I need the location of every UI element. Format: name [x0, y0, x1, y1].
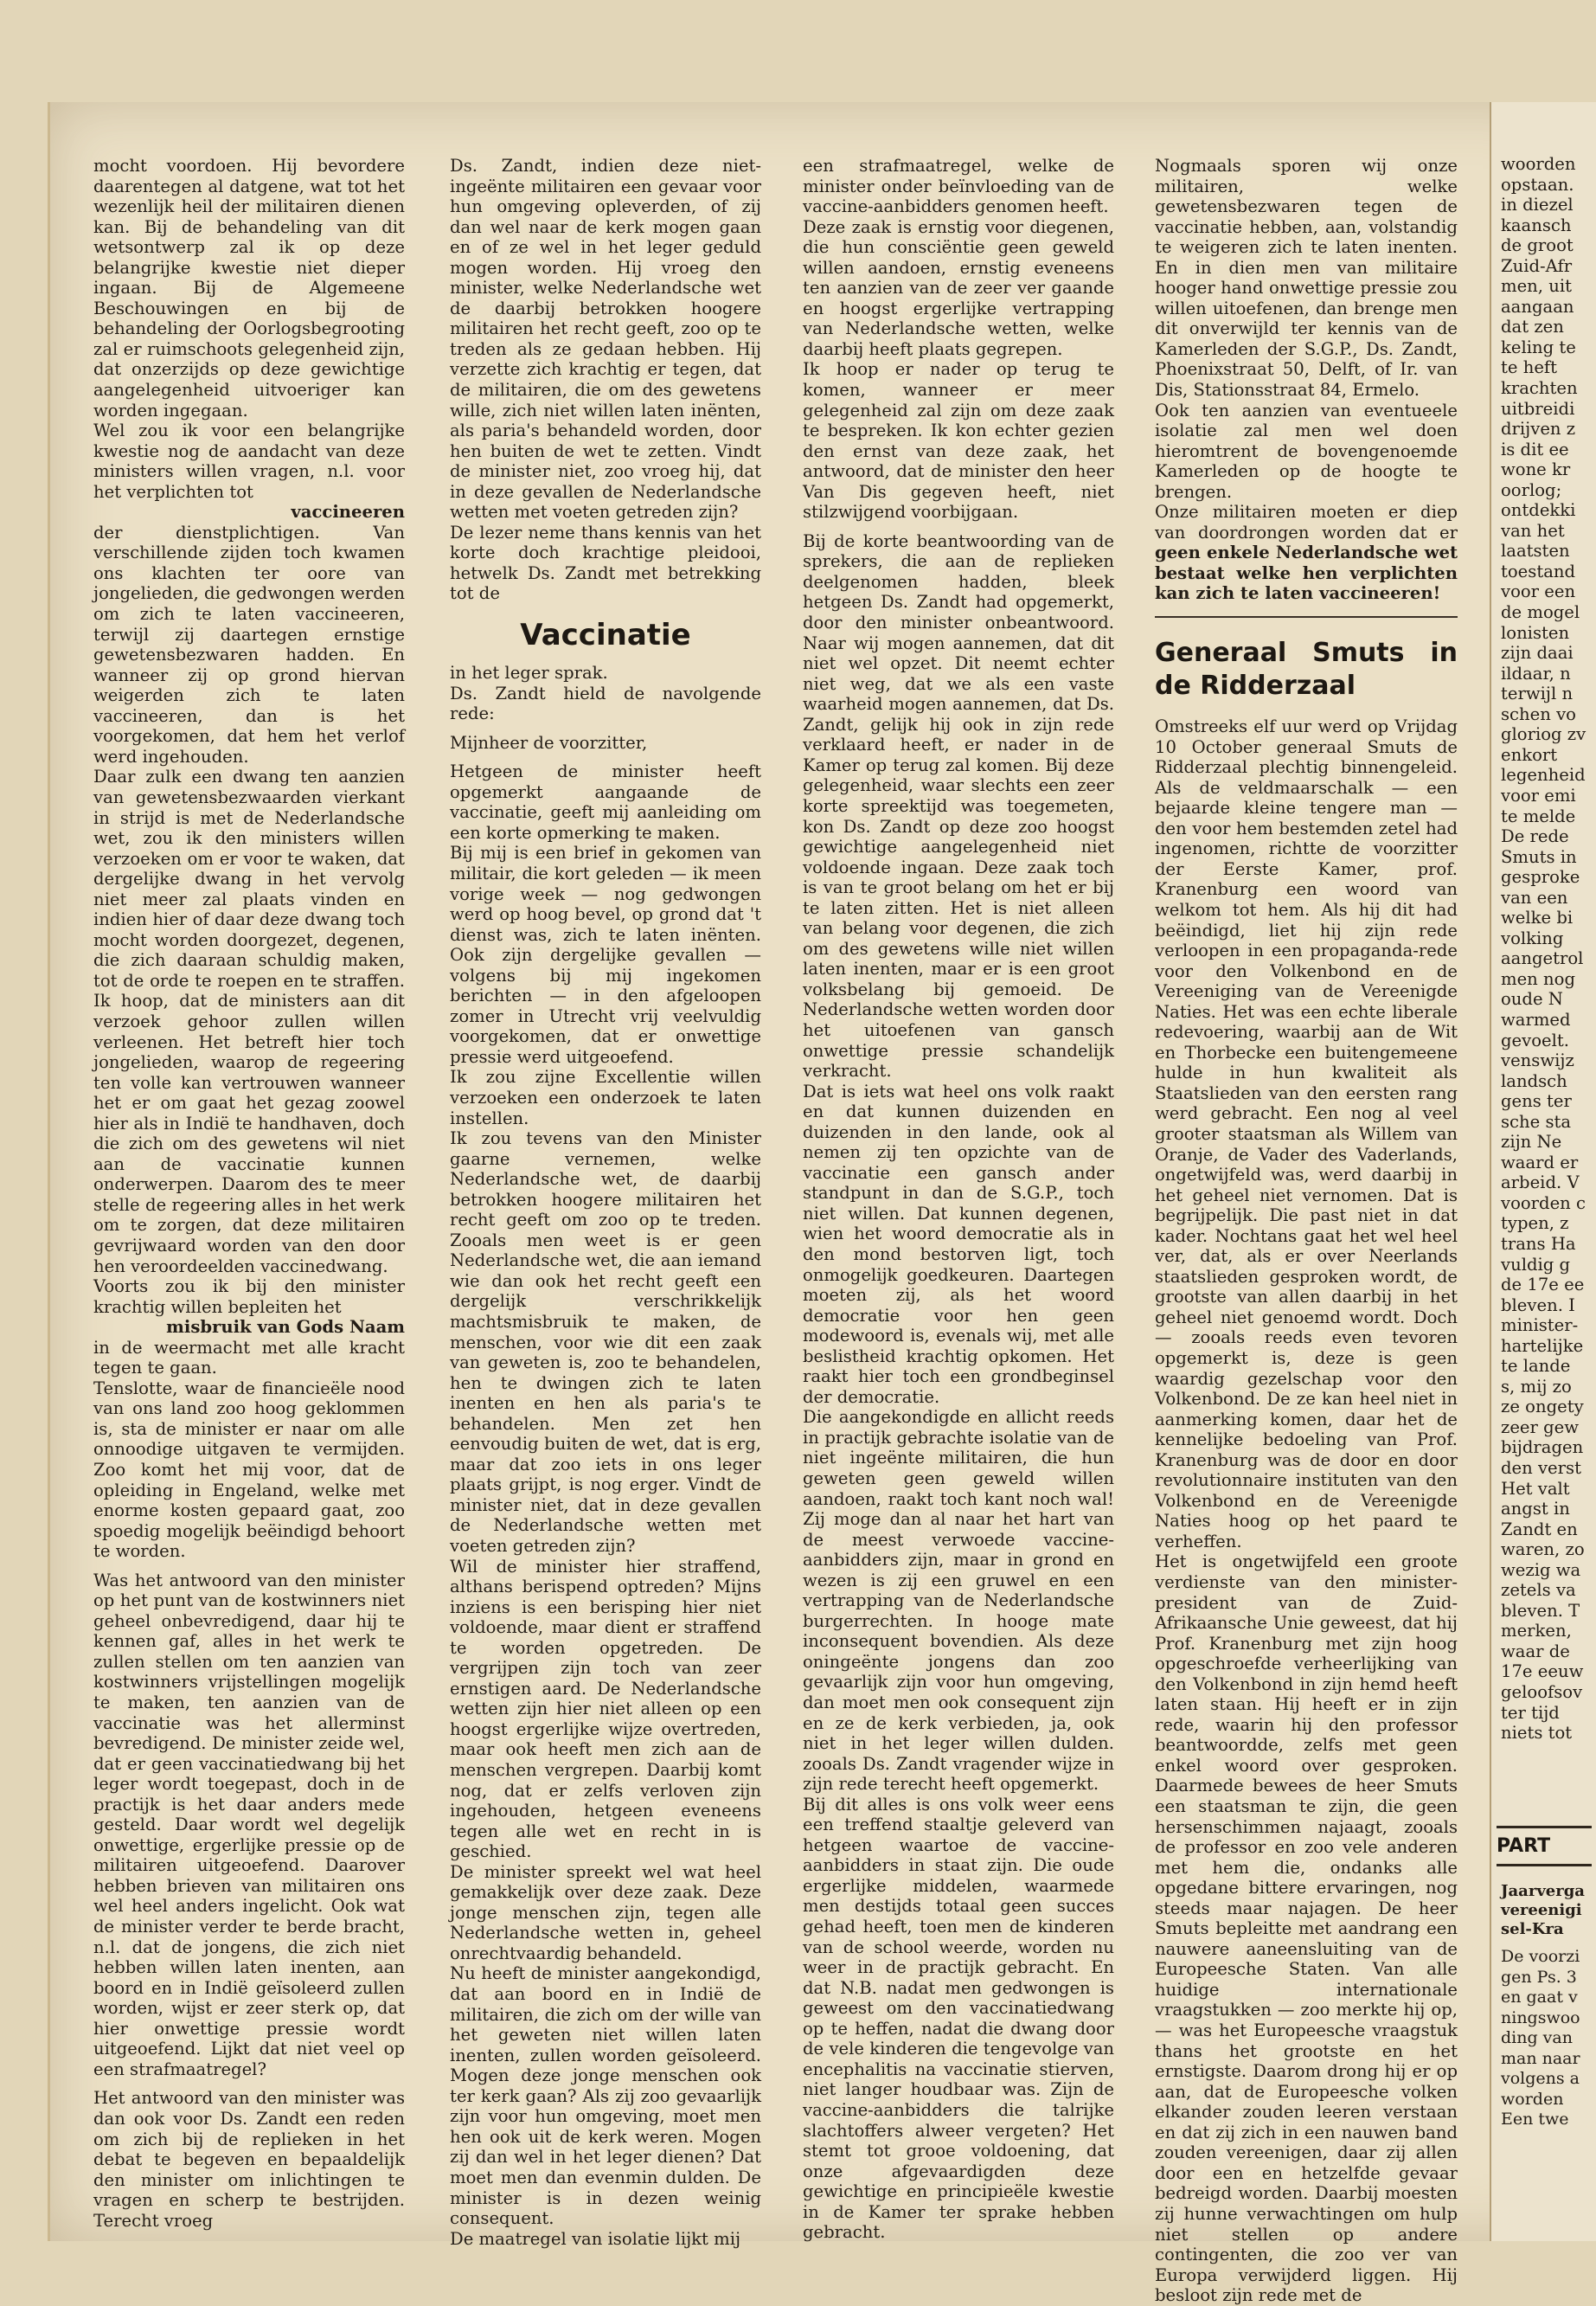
- paragraph: Ds. Zandt, indien deze niet-ingeënte militairen een gevaar voor hun omgeving opleverden, of zij dan wel naar de kerk mogen gaan en of ze wel in het leger geduld mogen worden. Hij vroeg den minister, welke Nederlandsche wet de daarbij betrokken hoogere militairen het recht geeft, zoo op te treden als ze gedaan hebben. Hij verzette zich krachtig er tegen, dat de militairen, die om des gewetens wille, zich niet willen laten inënten, als paria's behandeld worden, door hen buiten de wet te zetten. Vindt de minister niet, zoo vroeg hij, dat in deze gevallen de Nederlandsche wetten met voeten getreden zijn?: [450, 156, 761, 523]
- fragment-line: Smuts in: [1501, 846, 1577, 867]
- fragment-line: gens ter: [1501, 1091, 1572, 1112]
- paragraph: [1155, 502, 1458, 604]
- fragment-line: Het valt: [1501, 1478, 1570, 1499]
- fragment-line: bijdragen: [1501, 1437, 1584, 1458]
- fragment-line: waard er: [1501, 1152, 1579, 1172]
- fragment-line: Zandt en: [1501, 1519, 1578, 1539]
- fragment-line: de 17e ee: [1501, 1275, 1585, 1295]
- fragment-line: oude N: [1501, 989, 1563, 1010]
- fragment-line: ding van: [1501, 2028, 1573, 2047]
- fragment-line: ningswoo: [1501, 2007, 1580, 2027]
- fragment-line: uitbreidi: [1501, 398, 1575, 419]
- paragraph: Ik zou tevens van den Minister gaarne vernemen, welke Nederlandsche wet, de daarbij betrokken hoogere militairen het recht geeft om zoo op te treden. Zooals men weet is er geen Nederlandsche wet, die aan iemand wie dan ook het recht geeft een dergelijk verschrikkelijk machtsmisbruik te maken, de menschen, voor wie dit een zaak van geweten is, zoo te behandelen, hen te dwingen zich te laten inenten en hen als paria's te behandelen. Men zet hen eenvoudig buiten de wet, dat is erg, maar dat zoo iets in ons leger plaats grijpt, is nog erger. Vindt de minister niet, dat in deze gevallen de Nederlandsche wetten met voeten getreden zijn?: [450, 1128, 761, 1556]
- fragment-line: ter tijd: [1501, 1702, 1560, 1723]
- fragment-line: legenheid: [1501, 765, 1586, 786]
- column-1: [93, 156, 405, 2231]
- fragment-line: schen vo: [1501, 703, 1576, 724]
- fragment-line: van het: [1501, 520, 1565, 541]
- fragment-line: wezig wa: [1501, 1559, 1581, 1580]
- fragment-line: voorden c: [1501, 1192, 1586, 1213]
- fragment-line: ontdekki: [1501, 500, 1576, 521]
- fragment-line: van een: [1501, 887, 1568, 908]
- fragment-line: welke bi: [1501, 908, 1574, 928]
- fragment-line: gevoelt.: [1501, 1030, 1569, 1050]
- fragment-line: zeer gew: [1501, 1416, 1580, 1437]
- fragment-line: keling te: [1501, 337, 1576, 357]
- fragment-line: Zuid-Afr: [1501, 255, 1573, 276]
- fragment-line: woorden: [1501, 154, 1576, 174]
- headline-vaccinatie: Vaccinatie: [520, 618, 691, 653]
- fragment-line: toestand: [1501, 561, 1576, 581]
- fragment-line: terwijl n: [1501, 684, 1574, 704]
- fragment-line: wone kr: [1501, 459, 1571, 480]
- paragraph: Was het antwoord van den minister op het punt van de kostwinners niet geheel onbevredigend, daar hij te kennen gaf, alles in het werk te zullen stellen om ten aanzien van kostwinners vrijstellingen mogelijk te maken, ten aanzien van de vaccinatie was het allerminst bevredigend. De minister zeide wel, dat er geen vaccinatiedwang bij het leger wordt toegepast, doch in de practijk is het daar anders mede gesteld. Daar wordt wel degelijk onwettige, ergerlijke pressie op de militairen uitgeoefend. Daarover hebben brieven van militairen ons wel heel anders ingelicht. Ook wat de minister verder te berde bracht, n.l. dat de jongens, die zich niet hebben willen laten inenten, aan boord en in Indië geïsoleerd zullen worden, wijst er zeer sterk op, dat hier onwettige pressie wordt uitgeoefend. Lijkt dat niet veel op een strafmaatregel?: [93, 1570, 405, 2079]
- fragment-line: venswijz: [1501, 1050, 1574, 1071]
- fragment-line: volking: [1501, 928, 1564, 948]
- paragraph: een strafmaatregel, welke de minister onder beïnvloeding van de vaccine-aanbidders genomen heeft.: [803, 156, 1114, 217]
- fragment-line: de groot: [1501, 235, 1574, 256]
- fragment-line: te melde: [1501, 806, 1576, 826]
- paragraph: Ook ten aanzien van eventueele isolatie zal men wel doen hieromtrent de bovengenoemde Kamerleden op de hoogte te brengen.: [1155, 400, 1458, 502]
- fragment-line: vuldig g: [1501, 1254, 1571, 1275]
- fragment-line: bleven. T: [1501, 1600, 1580, 1621]
- column-3: [803, 156, 1114, 2243]
- paragraph: Het antwoord van den minister was dan ook voor Ds. Zandt een reden om zich bij de replieken in het debat te begeven en bepaaldelijk den minister om inlichtingen te vragen en scherp te bestrijden. Terecht vroeg: [93, 2088, 405, 2231]
- headline-generaal-smuts: Generaal Smuts in de Ridderzaal: [1155, 638, 1458, 702]
- fragment-line: typen, z: [1501, 1213, 1569, 1234]
- fragment-line: gen Ps. 3: [1501, 1967, 1577, 1987]
- fragment-line: drijven z: [1501, 419, 1576, 440]
- fragment-line: volgens a: [1501, 2069, 1580, 2088]
- adjacent-page-fragments: [1501, 154, 1587, 1744]
- fragment-line: aangaan: [1501, 296, 1574, 317]
- fragment-line: gloriog zv: [1501, 724, 1586, 745]
- paragraph: Hetgeen de minister heeft opgemerkt aangaande de vaccinatie, geeft mij aanleiding om een korte opmerking te maken.: [450, 761, 761, 843]
- adjacent-section-header: PART: [1497, 1826, 1592, 1866]
- fragment-line: opstaan.: [1501, 174, 1574, 195]
- paragraph: De maatregel van isolatie lijkt mij: [450, 2228, 741, 2249]
- paragraph: Wil de minister hier straffend, althans berispend optreden? Mijns inziens is een berisping hier niet voldoende, maar dient er straffend te worden opgetreden. De vergrijpen zijn toch van zeer ernstigen aard. De Nederlandsche wetten zijn hier niet alleen op een hoogst ergerlijke wijze overtreden, maar ook heeft men zich aan de menschen vergrepen. Daarbij komt nog, dat er zelfs verloven zijn ingehouden, hetgeen eveneens tegen alle wet en recht in is geschied.: [450, 1556, 761, 1862]
- fragment-line: niets tot: [1501, 1723, 1573, 1744]
- paragraph: Nogmaals sporen wij onze militairen, welke gewetensbezwaren tegen de vaccinatie hebben, aan, volstandig te weigeren zich te laten inenten. En in dien men van militaire hooger hand onwettige pressie zou willen uitoefenen, dan brenge men dit onverwijld ter kennis van de Kamerleden der S.G.P., Ds. Zandt, Phoenixstraat 50, Delft, of Ir. van Dis, Stationsstraat 84, Ermelo.: [1155, 156, 1458, 401]
- fragment-line: bleven. I: [1501, 1294, 1575, 1315]
- divider: [1155, 616, 1458, 618]
- fragment-line: ze ongety: [1501, 1397, 1584, 1417]
- fragment-line: worden: [1501, 2089, 1564, 2109]
- fragment-line: zetels va: [1501, 1580, 1576, 1601]
- fragment-line: s, mij zo: [1501, 1376, 1572, 1397]
- fragment-line: men nog: [1501, 968, 1575, 989]
- fragment-line: en gaat v: [1501, 1988, 1578, 2007]
- fragment-line: voor emi: [1501, 785, 1576, 806]
- fragment-line: sche sta: [1501, 1111, 1572, 1132]
- fragment-line: waar de: [1501, 1641, 1570, 1661]
- paragraph: Omstreeks elf uur werd op Vrijdag 10 October generaal Smuts de Ridderzaal plechtig binnengeleid. Als de veldmaarschalk — een bejaarde kleine tengere man — den voor hem bestemden zetel had ingenomen, richtte de voorzitter der Eerste Kamer, prof. Kranenburg een woord van welkom tot hem. Als hij dit had beëindigd, liet hij zijn rede verloopen in een propaganda-rede voor den Volkenbond en de Vereeniging van de Vereenigde Naties. Het was een echte liberale redevoering, waarbij aan de Wit en Thorbecke een buitengemeene hulde in hun kwaliteit als Staatslieden van den eersten rang werd gebracht. Een nog al veel grooter staatsman als Willem van Oranje, de Vader des Vaderlands, ongetwijfeld was, werd daarbij in het geheel niet vernomen. Dat is begrijpelijk. Die past niet in dat kader. Nochtans gaat het wel heel ver, dat, als er over Neerlands staatslieden gesproken wordt, de grootste van allen daarbij in het geheel niet genoemd wordt. Doch — zooals reeds even tevoren opgemerkt is, deze is geen waardig gezelschap voor den Volkenbond. De ze kan heel niet in aanmerking komen, daar het de kennelijke bedoeling van Prof. Kranenburg was de door en door revolutionnaire instituten van den Volkenbond en de Vereenigde Naties hoog op het paard te verheffen.: [1155, 716, 1458, 1551]
- fragment-line: 17e eeuw: [1501, 1661, 1584, 1682]
- fragment-line: warmed: [1501, 1009, 1571, 1030]
- fragment-line: geloofsov: [1501, 1682, 1583, 1703]
- fragment-line: dat zen: [1501, 317, 1564, 337]
- fragment-line: aangetrol: [1501, 948, 1584, 969]
- paragraph: Bij dit alles is ons volk weer eens een treffend staaltje geleverd van hetgeen waartoe de vaccine-aanbidders in staat zijn. Die oude ergerlijke middelen, waarmede men destijds totaal geen succes gehad heeft, toen men de kinderen van de school weerde, worden nu weer in de practijk gebracht. En dat N.B. nadat men gedwongen is geweest om den vaccinatiedwang op te heffen, nadat die dwang door de vele kinderen die tengevolge van encephalitis na vaccinatie stierven, niet langer houdbaar was. Zijn de vaccine-aanbidders die talrijke slachtoffers alweer vergeten? Het stemt tot grooe voldoening, dat onze afgevaardigden deze gewichtige en principieële kwestie in de Kamer ter sprake hebben gebracht.: [803, 1794, 1114, 2243]
- paragraph: Tenslotte, waar de financieële nood van ons land zoo hoog geklommen is, sta de minister er naar om alle onnoodige uitgaven te vermijden. Zoo komt het mij voor, dat de opleiding in Engeland, welke met enorme kosten gepaard gaat, zoo spoedig mogelijk beëindigd behoort te worden.: [93, 1378, 405, 1562]
- paragraph: Ik hoop er nader op terug te komen, wanneer er meer gelegenheid zal zijn om deze zaak te bespreken. Ik kon echter gezien den ernst van deze zaak, het antwoord, dat de minister den heer Van Dis gegeven heeft, niet stilzwijgend voorbijgaan.: [803, 359, 1114, 523]
- fragment-line: men, uit: [1501, 276, 1573, 297]
- text-run: Onze militairen moeten er diep van doordrongen worden dat er: [1155, 502, 1458, 543]
- fragment-line: in diezel: [1501, 195, 1574, 215]
- fragment-line: ildaar, n: [1501, 663, 1571, 684]
- fragment-line: man naar: [1501, 2048, 1580, 2068]
- paragraph: Nu heeft de minister aangekondigd, dat aan boord en in Indië de militairen, die zich om der wille van het geweten niet willen laten inenten, zullen worden geïsoleerd. Mogen deze jonge menschen ook ter kerk gaan? Als zij zoo gevaarlijk zijn voor hun omgeving, moet men hen ook uit de kerk weren. Mogen zij dan wel in het leger dienen? Dat moet men dan evenmin dulden. De minister is in dezen weinig consequent.: [450, 1963, 761, 2229]
- paragraph: Ds. Zandt hield de navolgende rede:: [450, 683, 761, 724]
- adjacent-page-fragments-tail: [1501, 1947, 1587, 2130]
- fragment-line: oorlog;: [1501, 479, 1562, 500]
- paragraph: Dat is iets wat heel ons volk raakt en dat kunnen duizenden en duizenden in den lande, ook al nemen zij ten opzichte van de vaccinatie een gansch ander standpunt in dan de S.G.P., toch niet willen. Dat kunnen degenen, wien het woord democratie als in den mond bestorven ligt, toch onmogelijk goedkeuren. Daartegen moeten zij, als het woord democratie voor hen geen modewoord is, evenals wij, met alle beslistheid krachtig opkomen. Het raakt hier toch een grondbeginsel der democratie.: [803, 1081, 1114, 1407]
- fragment-line: de mogel: [1501, 602, 1580, 623]
- fragment-line: enkort: [1501, 744, 1558, 765]
- paragraph: Voorts zou ik bij den minister krachtig willen bepleiten het: [93, 1276, 405, 1317]
- paragraph: Die aangekondigde en allicht reeds in practijk gebrachte isolatie van de niet ingeënte militairen, die hun geweten geen geweld willen aandoen, raakt toch kant noch wal! Zij moge dan al naar het hart van de meest verwoede vaccine-aanbidders zijn, maar in grond en wezen is zij een gruwel en een vertrapping van de Nederlandsche burgerrechten. In hooge mate inconsequent bovendien. Als deze oningeënte jongens dan zoo gevaarlijk zijn voor hun omgeving, dan moet men ook consequent zijn en ze de kerk verbieden, ja, ook niet in het leger willen dulden. zooals Ds. Zandt vragender wijze in zijn rede terecht heeft opgemerkt.: [803, 1407, 1114, 1795]
- paragraph: Het is ongetwijfeld een groote verdienste van den minister-president van de Zuid-Afrikaansche Unie geweest, dat hij Prof. Kranenburg met zijn hoog opgeschroefde verheerlijking van den Volkenbond in zijn hemd heeft laten staan. Hij heeft er in zijn rede, waarin hij den professor beantwoordde, zelfs met geen enkel woord over gesproken. Daarmede bewees de heer Smuts een staatsman te zijn, die geen hersenschimmen najaagt, zooals de professor en zoo vele anderen met hem die, ondanks alle opgedane bittere ervaringen, nog steeds maar najagen. De heer Smuts bepleitte met aandrang een nauwere aaneensluiting van de Europeesche Staten. Van alle huidige internationale vraagstukken — zoo merkte hij op, — was het Europeesche vraagstuk thans het grootste en het ernstigste. Daarom drong hij er op aan, dat de Europeesche volken elkander zouden leeren verstaan en dat zij zich in een nauwen band zouden vereenigen, daar zij allen door een en hetzelfde gevaar bedreigd worden. Daarbij moesten zij hunne verwachtingen om hulp niet stellen op andere contingenten, die zoo ver van Europa verwijderd liggen. Hij besloot zijn rede met de: [1155, 1551, 1458, 2306]
- fragment-line: laatsten: [1501, 541, 1570, 562]
- paragraph: Bij mij is een brief in gekomen van militair, die kort geleden — ik meen vorige week — nog gedwongen werd op hoog bevel, op grond dat 't dienst was, zich te laten inënten. Ook zijn dergelijke gevallen — volgens bij mij ingekomen berichten — in den afgeloopen zomer in Utrecht vrij veelvuldig voorgekomen, dat er onwettige pressie werd uitgeoefend.: [450, 843, 761, 1067]
- paragraph: mocht voordoen. Hij bevordere daarentegen al datgene, wat tot het wezenlijk heil der militairen dienen kan. Bij de behandeling van dit wetsontwerp zal ik op deze belangrijke kwestie niet dieper ingaan. Bij de Algemeene Beschouwingen en bij de behandeling der Oorlogsbegrooting zal er ruimschoots gelegenheid zijn, dat onzerzijds op deze gewichtige aangelegenheid uitvoeriger kan worden ingegaan.: [93, 156, 405, 421]
- fragment-line: voor een: [1501, 581, 1576, 602]
- fragment-line: landsch: [1501, 1070, 1567, 1091]
- fragment-line: De voorzi: [1501, 1947, 1580, 1966]
- fragment-line: hartelijke: [1501, 1335, 1584, 1356]
- fragment-line: zijn daai: [1501, 643, 1574, 664]
- subheading-misbruik: misbruik van Gods Naam: [166, 1317, 405, 1338]
- fragment-line: De rede: [1501, 826, 1569, 847]
- paragraph: Ik zou zijne Excellentie willen verzoeken een onderzoek te laten instellen.: [450, 1067, 761, 1128]
- fragment-line: angst in: [1501, 1499, 1570, 1519]
- fragment-line: merken,: [1501, 1621, 1572, 1641]
- fragment-line: zijn Ne: [1501, 1132, 1562, 1153]
- paragraph: Bij de korte beantwoording van de sprekers, die aan de replieken deelgenomen hadden, bleek hetgeen Ds. Zandt had opgemerkt, door den minister onbeantwoord. Naar wij mogen aannemen, dat dit niet wel opzet. Dit neemt echter niet weg, dat we als een vaste waarheid mogen aannemen, dat Ds. Zandt, gelijk hij ook in zijn rede verklaard heeft, er nader in de Kamer op terug zal komen. Bij deze gelegenheid, waar slechts een zeer korte spreektijd was toegemeten, kon Ds. Zandt op deze zoo hoogst gewichtige aangelegenheid niet voldoende ingaan. Deze zaak toch is van te groot belang om het er bij te laten zitten. Het is niet alleen van belang voor degenen, die zich om des gewetens wille niet willen laten inenten, maar er is een groot volksbelang bij gemoeid. De Nederlandsche wetten worden door het uitoefenen van gansch onwettige pressie schandelijk verkracht.: [803, 530, 1114, 1082]
- fragment-line: den verst: [1501, 1458, 1581, 1478]
- fragment-line: te lande: [1501, 1356, 1571, 1377]
- column-2: [450, 156, 761, 2249]
- emphasis-text: geen enkele Nederlandsche wet bestaat welke hen verplichten kan zich te laten vaccineeren!: [1155, 543, 1458, 604]
- paragraph: De lezer neme thans kennis van het korte doch krachtige pleidooi, hetwelk Ds. Zandt met betrekking tot de: [450, 522, 761, 604]
- fragment-line: trans Ha: [1501, 1233, 1576, 1254]
- fragment-line: arbeid. V: [1501, 1172, 1580, 1193]
- fragment-line: krachten: [1501, 378, 1578, 399]
- column-4: [1155, 156, 1458, 2306]
- fragment-line: is dit ee: [1501, 439, 1569, 459]
- fragment-line: Een twe: [1501, 2110, 1569, 2129]
- paragraph: der dienstplichtigen. Van verschillende zijden toch kwamen ons klachten ter oore van jongelieden, die gedwongen werden om zich te laten vaccineeren, terwijl zij daartegen ernstige gewetensbezwaren hadden. En wanneer zij op grond hiervan weigerden zich te laten vaccineeren, dan is het voorgekomen, dat hem het verlof werd ingehouden.: [93, 522, 405, 767]
- paragraph: De minister spreekt wel wat heel gemakkelijk over deze zaak. Deze jonge menschen zijn, tegen alle Nederlandsche wetten in, geheel onrechtvaardig behandeld.: [450, 1861, 761, 1963]
- adjacent-bold-fragment: Jaarverga vereenigi sel-Kra: [1501, 1882, 1585, 1938]
- fragment-line: te heft: [1501, 357, 1558, 378]
- paragraph: in het leger sprak.: [450, 663, 608, 684]
- fragment-line: kaansch: [1501, 215, 1572, 235]
- salutation: Mijnheer de voorzitter,: [450, 732, 648, 753]
- paragraph: in de weermacht met alle kracht tegen te gaan.: [93, 1337, 405, 1378]
- fragment-line: waren, zo: [1501, 1539, 1585, 1560]
- paragraph: Deze zaak is ernstig voor diegenen, die hun consciëntie geen geweld willen aandoen, ernstig eveneens ten aanzien van de zeer ver gaande en hoogst ergerlijke vertrapping van Nederlandsche wetten, welke daarbij heeft plaats gegrepen.: [803, 216, 1114, 359]
- fragment-line: gesproke: [1501, 867, 1580, 888]
- fragment-line: minister-: [1501, 1315, 1579, 1336]
- subheading-vaccineeren: vaccineeren: [291, 502, 405, 523]
- paragraph: Daar zulk een dwang ten aanzien van gewetensbezwaarden vierkant in strijd is met de Nederlandsche wet, zou ik den ministers willen verzoeken om er voor te waken, dat dergelijke dwang in het vervolg niet meer zal plaats vinden en indien hier of daar deze dwang toch mocht worden doorgezet, degenen, die zich daaraan schuldig maken, tot de orde te roepen en te straffen. Ik hoop, dat de ministers aan dit verzoek gehoor zullen willen verleenen. Het betreft hier toch jongelieden, waarop de regeering ten volle kan vertrouwen wanneer het er om gaat het gezag zoowel hier als in Indië te handhaven, doch die zich om des gewetens wil niet aan de vaccinatie kunnen onderwerpen. Daarom des te meer stelle de regeering alles in het werk om te zorgen, dat deze militairen gevrijwaard worden van den door hen veroordeelden vaccinedwang.: [93, 767, 405, 1276]
- fragment-line: lonisten: [1501, 622, 1570, 643]
- paragraph: Wel zou ik voor een belangrijke kwestie nog de aandacht van deze ministers willen vragen, n.l. voor het verplichten tot: [93, 421, 405, 502]
